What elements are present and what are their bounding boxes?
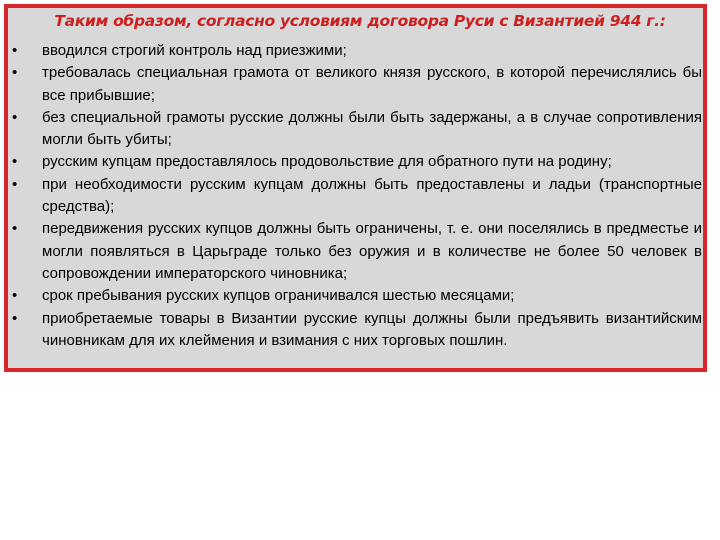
list-item — [12, 107, 702, 152]
bullet-icon: • — [12, 153, 18, 171]
slide-title: Таким образом, согласно условиям договора Руси с Византией 944 г.: — [54, 12, 666, 30]
bullet-icon: • — [12, 64, 18, 82]
list-item-text: срок пребывания русских купцов ограничивался шестью месяцами; — [42, 287, 515, 305]
list-item-text: вводился строгий контроль над приезжими; — [42, 42, 347, 59]
list-item-text: без специальной грамоты русские должны были быть задержаны, а в случае сопротивления могли быть убиты; — [42, 108, 702, 149]
list-item-text: требовалась специальная грамота от великого князя русского, в которой перечислялись бы все прибывшие; — [42, 64, 702, 104]
list-item-text: приобретаемые товары в Византии русские купцы должны были предъявить византийским чиновникам для их клеймения и взимания с них торговых пошлин. — [42, 309, 702, 349]
list-item — [12, 218, 702, 285]
bullet-icon: • — [12, 42, 18, 59]
list-item-text: передвижения русских купцов должны быть ограничены, т. е. они поселялись в предместье и могли появляться в Царьграде только без оружия и в количестве не более 50 человек в сопровождении императорского чиновника; — [42, 220, 702, 282]
list-item-text: при необходимости русским купцам должны быть предоставлены и ладьи (транспортные средства); — [42, 175, 702, 216]
bullet-icon: • — [12, 309, 18, 327]
list-item — [12, 151, 702, 173]
list-item — [12, 40, 702, 62]
list-item — [12, 62, 702, 107]
bullet-icon: • — [12, 287, 18, 305]
bullet-icon: • — [12, 175, 18, 193]
list-item — [12, 285, 702, 307]
list-item — [12, 308, 702, 353]
bullet-icon: • — [12, 108, 18, 126]
list-item — [12, 174, 702, 219]
list-item-text: русским купцам предоставлялось продовольствие для обратного пути на родину; — [42, 153, 612, 171]
bullet-icon: • — [12, 220, 18, 238]
bullet-list — [12, 40, 702, 352]
